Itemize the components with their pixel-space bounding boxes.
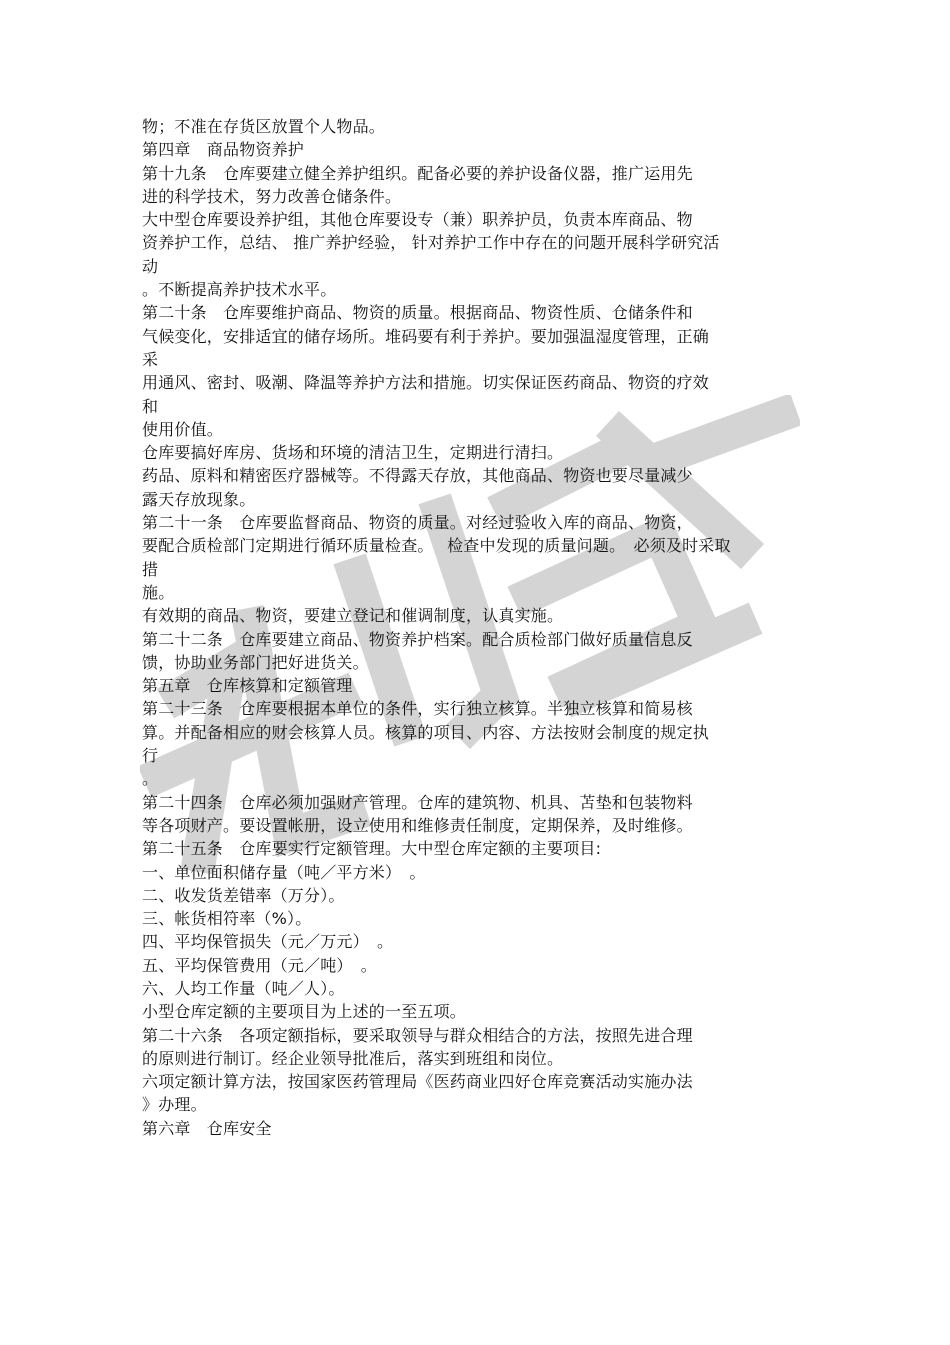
text-line: 有效期的商品、物资，要建立登记和催调制度，认真实施。 — [142, 606, 564, 626]
text-line: 用通风、密封、吸潮、降温等养护方法和措施。切实保证医药商品、物资的疗效 — [142, 373, 710, 393]
text-line: 动 — [142, 256, 159, 276]
text-line: 使用价值。 — [142, 419, 224, 439]
text-line: 施。 — [142, 582, 175, 602]
text-line: 。不断提高养护技术水平。 — [142, 280, 337, 300]
text-line: 》办理。 — [142, 1095, 207, 1115]
document-body — [142, 115, 822, 1140]
text-line: 第二十六条 各项定额指标，要采取领导与群众相结合的方法，按照先进合理 — [142, 1025, 693, 1045]
text-line: 四、平均保管损失（元／万元） 。 — [142, 932, 394, 952]
text-line: 物；不准在存货区放置个人物品。 — [142, 117, 386, 136]
text-line: 采 — [142, 349, 159, 369]
text-line: 进的科学技术，努力改善仓储条件。 — [142, 186, 402, 206]
text-line: 第二十二条 仓库要建立商品、物资养护档案。配合质检部门做好质量信息反 — [142, 629, 693, 649]
text-line: 。 — [142, 769, 159, 789]
text-line: 六项定额计算方法，按国家医药管理局《医药商业四好仓库竞赛活动实施办法 — [142, 1072, 693, 1092]
text-line: 的原则进行制订。经企业领导批准后，落实到班组和岗位。 — [142, 1048, 564, 1068]
text-line: 和 — [142, 396, 159, 416]
text-line: 小型仓库定额的主要项目为上述的一至五项。 — [142, 1002, 467, 1022]
text-line: 气候变化，安排适宜的储存场所。堆码要有利于养护。要加强温湿度管理，正确 — [142, 326, 710, 346]
text-line: 第二十三条 仓库要根据本单位的条件，实行独立核算。半独立核算和简易核 — [142, 699, 693, 719]
text-line: 措 — [142, 559, 159, 579]
text-line: 药品、原料和精密医疗器械等。不得露天存放，其他商品、物资也要尽量减少 — [142, 466, 693, 486]
text-line: 要配合质检部门定期进行循环质量检查。 检查中发现的质量问题。 必须及时采取 — [142, 536, 731, 556]
text-line: 六、人均工作量（吨／人）。 — [142, 978, 345, 998]
text-line: 第五章 仓库核算和定额管理 — [142, 676, 353, 696]
text-line: 露天存放现象。 — [142, 489, 256, 509]
text-line: 第二十五条 仓库要实行定额管理。大中型仓库定额的主要项目: — [142, 839, 602, 859]
text-line: 第四章 商品物资养护 — [142, 140, 305, 160]
text-line: 馈，协助业务部门把好进货关。 — [142, 652, 369, 672]
text-line: 第二十一条 仓库要监督商品、物资的质量。对经过验收入库的商品、物资， — [142, 513, 693, 533]
text-line: 资养护工作，总结、 推广养护经验， 针对养护工作中存在的问题开展科学研究活 — [142, 233, 720, 253]
text-line: 大中型仓库要设养护组，其他仓库要设专（兼）职养护员，负责本库商品、物 — [142, 210, 693, 230]
text-line: 三、帐货相符率（%）。 — [142, 909, 312, 929]
text-line: 五、平均保管费用（元／吨） 。 — [142, 955, 378, 975]
text-line: 二、收发货差错率（万分）。 — [142, 885, 345, 905]
text-line: 一、单位面积储存量（吨／平方米） 。 — [142, 862, 426, 882]
text-line: 第二十条 仓库要维护商品、物资的质量。根据商品、物资性质、仓储条件和 — [142, 303, 693, 323]
text-line: 第二十四条 仓库必须加强财产管理。仓库的建筑物、机具、苫垫和包装物料 — [142, 792, 693, 812]
text-line: 等各项财产。要设置帐册，设立使用和维修责任制度，定期保养，及时维修。 — [142, 815, 693, 835]
text-line: 算。并配备相应的财会核算人员。核算的项目、内容、方法按财会制度的规定执 — [142, 722, 710, 742]
text-line: 仓库要搞好库房、货场和环境的清洁卫生，定期进行清扫。 — [142, 443, 564, 463]
text-line: 行 — [142, 746, 159, 766]
text-line: 第六章 仓库安全 — [142, 1118, 272, 1138]
text-line: 第十九条 仓库要建立健全养护组织。配备必要的养护设备仪器，推广运用先 — [142, 163, 693, 183]
